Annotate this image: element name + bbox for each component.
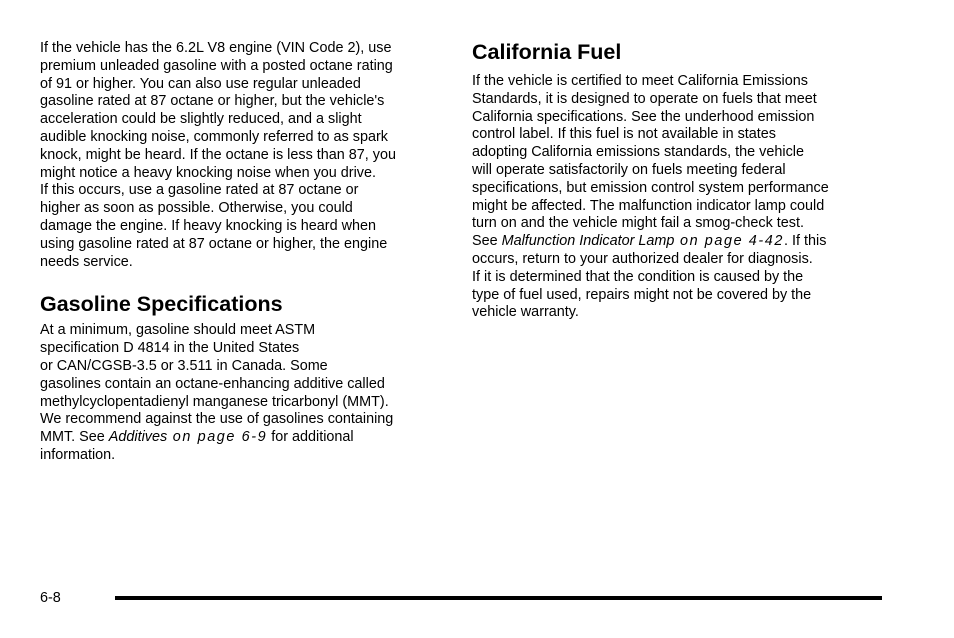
text-fragment: MMT. See [40, 429, 109, 446]
text-line: adopting California emissions standards, the vehicle [472, 144, 804, 161]
text-line: vehicle warranty. [472, 304, 579, 321]
octane-paragraph [40, 40, 450, 271]
text-line [472, 233, 882, 251]
text-line: If it is determined that the condition is caused by the [472, 268, 804, 285]
text-line: At a minimum, gasoline should meet ASTM [40, 322, 316, 339]
text-line: higher as soon as possible. Otherwise, you could [40, 200, 353, 217]
text-fragment: . If this [784, 233, 827, 250]
text-line: needs service. [40, 253, 133, 270]
text-line: methylcyclopentadienyl manganese tricarbonyl (MMT). [40, 393, 389, 410]
text-fragment: for additional [267, 429, 354, 446]
text-fragment: See [472, 233, 502, 250]
text-line: or CAN/CGSB-3.5 or 3.511 in Canada. Some [40, 357, 328, 374]
malfunction-indicator-lamp-cross-reference-link[interactable] [502, 233, 784, 249]
text-line: gasolines contain an octane-enhancing additive called [40, 375, 385, 392]
text-line: damage the engine. If heavy knocking is heard when [40, 217, 377, 234]
gasoline-specifications-heading: Gasoline Specifications [40, 292, 283, 317]
text-line: specifications, but emission control system performance [472, 179, 829, 196]
text-line [40, 429, 450, 447]
gasoline-specifications-paragraph [40, 322, 450, 464]
text-line: Standards, it is designed to operate on fuels that meet [472, 90, 817, 107]
text-line: specification D 4814 in the United States [40, 340, 300, 357]
text-line: knock, might be heard. If the octane is less than 87, you [40, 146, 396, 163]
right-column [472, 39, 882, 322]
footer-rule-divider [115, 596, 882, 600]
text-line: We recommend against the use of gasolines containing [40, 411, 394, 428]
text-line: might be affected. The malfunction indicator lamp could [472, 197, 825, 214]
text-line: premium unleaded gasoline with a posted octane rating [40, 57, 393, 74]
text-line: gasoline rated at 87 octane or higher, but the vehicle's [40, 93, 385, 110]
text-line: of 91 or higher. You can also use regular unleaded [40, 75, 361, 92]
california-fuel-paragraph [472, 73, 882, 322]
text-line: If this occurs, use a gasoline rated at 87 octane or [40, 182, 359, 199]
text-line: California specifications. See the underhood emission [472, 108, 815, 125]
xref-page: on page 4-42 [674, 233, 785, 250]
text-line: acceleration could be slightly reduced, and a slight [40, 111, 362, 128]
left-column [40, 40, 450, 465]
text-line: audible knocking noise, commonly referred to as spark [40, 128, 388, 145]
page-number: 6-8 [40, 590, 61, 606]
xref-page: on page 6-9 [167, 429, 268, 446]
text-line: occurs, return to your authorized dealer for diagnosis. [472, 250, 813, 267]
xref-title: Malfunction Indicator Lamp [501, 233, 675, 250]
text-line: turn on and the vehicle might fail a smog-check test. [472, 215, 804, 232]
text-line: control label. If this fuel is not available in states [472, 126, 776, 143]
text-line: If the vehicle has the 6.2L V8 engine (VIN Code 2), use [40, 40, 392, 56]
text-line: information. [40, 446, 116, 463]
text-line: If the vehicle is certified to meet California Emissions [472, 73, 808, 89]
text-line: might notice a heavy knocking noise when you drive. [40, 164, 376, 181]
text-line: will operate satisfactorily on fuels meeting federal [472, 161, 786, 178]
xref-title: Additives [108, 429, 168, 446]
california-fuel-heading: California Fuel [472, 40, 622, 64]
additives-cross-reference-link[interactable] [109, 429, 267, 445]
text-line: type of fuel used, repairs might not be covered by the [472, 286, 812, 303]
text-line: using gasoline rated at 87 octane or higher, the engine [40, 235, 388, 252]
